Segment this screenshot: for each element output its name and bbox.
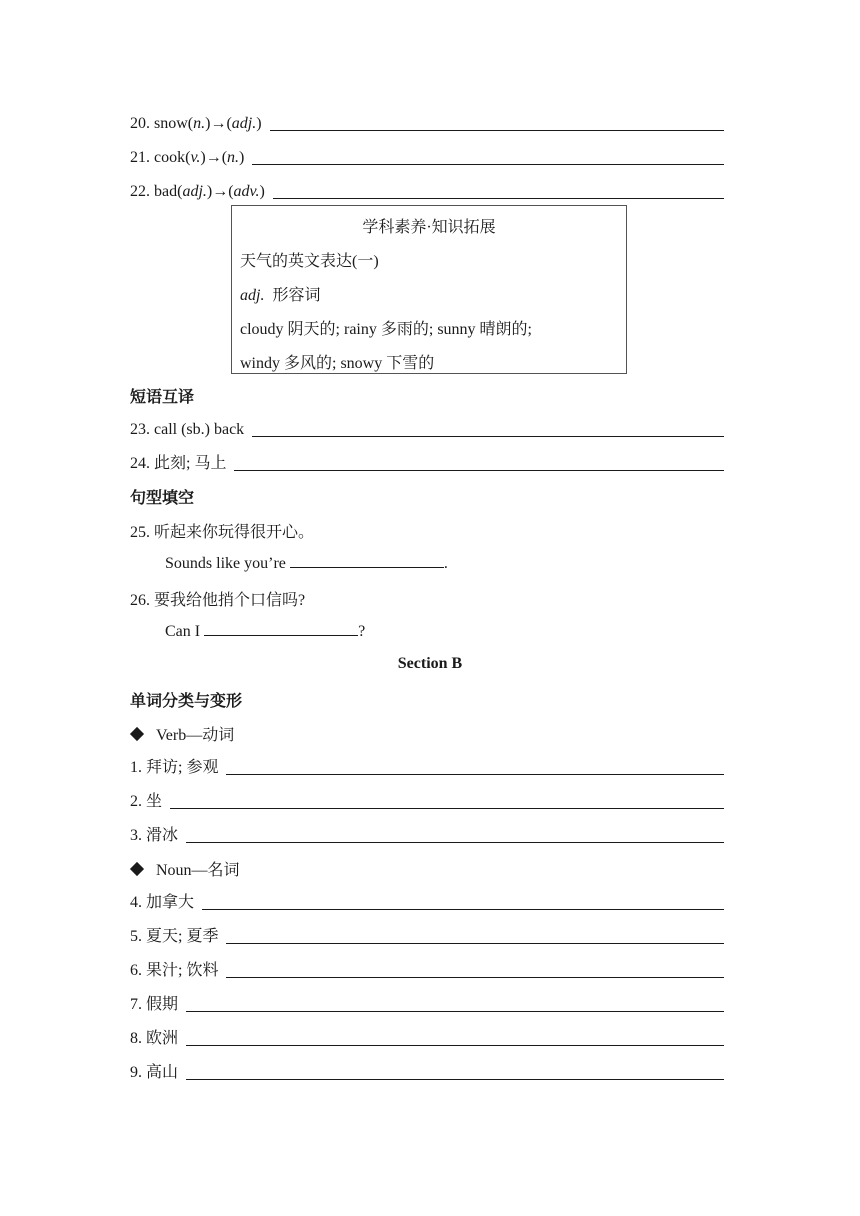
section-b-heading: 单词分类与变形: [130, 691, 243, 710]
phrase-section-heading: 短语互译: [130, 387, 195, 406]
sentence-section-heading: 句型填空: [130, 488, 195, 507]
verb-heading: Verb—动词: [130, 722, 234, 745]
answer-blank[interactable]: [186, 1065, 724, 1080]
verb-item-3: [130, 823, 724, 845]
item-label: 1. 拜访; 参观: [130, 759, 219, 776]
answer-blank[interactable]: [186, 828, 724, 843]
word-form-item-21: [130, 145, 724, 167]
item-label: 9. 高山: [130, 1064, 179, 1081]
item-label: 23. call (sb.) back: [130, 421, 245, 438]
verb-item-2: [130, 789, 724, 811]
item-label: 3. 滑冰: [130, 827, 179, 844]
noun-item-9: [130, 1060, 724, 1082]
phrase-item-24: [130, 451, 724, 473]
answer-blank[interactable]: [270, 116, 724, 131]
section-b-title: Section B: [397, 655, 463, 672]
answer-blank[interactable]: [226, 929, 724, 944]
item-label: 21. cook(v.)→(n.): [130, 149, 245, 166]
item-label: 20. snow(n.)→(adj.): [130, 115, 262, 132]
item-label: 7. 假期: [130, 996, 179, 1013]
box-title: 学科素养·知识拓展: [362, 219, 496, 236]
item-label: 2. 坐: [130, 793, 163, 810]
answer-blank[interactable]: [170, 794, 724, 809]
item-label: 4. 加拿大: [130, 894, 195, 911]
word-form-item-22: [130, 179, 724, 201]
answer-blank[interactable]: [226, 760, 724, 775]
sentence-prompt-26: 26. 要我给他捎个口信吗?: [130, 592, 306, 609]
noun-item-8: [130, 1026, 724, 1048]
phrase-item-23: [130, 417, 724, 439]
item-label: 5. 夏天; 夏季: [130, 928, 219, 945]
answer-blank[interactable]: [290, 553, 444, 568]
knowledge-box: [231, 205, 627, 374]
box-line-2: windy 多风的; snowy 下雪的: [240, 355, 435, 372]
box-subtitle: 天气的英文表达(一): [240, 253, 379, 270]
noun-item-5: [130, 924, 724, 946]
item-label: 24. 此刻; 马上: [130, 455, 227, 472]
answer-blank[interactable]: [186, 997, 724, 1012]
box-pos-line: adj. 形容词: [240, 287, 321, 304]
sentence-prompt-25: 25. 听起来你玩得很开心。: [130, 524, 315, 541]
noun-item-4: [130, 890, 724, 912]
noun-item-6: [130, 958, 724, 980]
answer-blank[interactable]: [204, 621, 358, 636]
diamond-bullet-icon: [130, 862, 144, 876]
noun-heading: Noun—名词: [130, 857, 240, 880]
item-label: 22. bad(adj.)→(adv.): [130, 183, 265, 200]
answer-blank[interactable]: [226, 963, 724, 978]
item-label: 6. 果汁; 饮料: [130, 962, 219, 979]
answer-blank[interactable]: [202, 895, 724, 910]
noun-item-7: [130, 992, 724, 1014]
answer-blank[interactable]: [234, 456, 724, 471]
answer-blank[interactable]: [252, 150, 724, 165]
diamond-bullet-icon: [130, 727, 144, 741]
sentence-answer-25: Sounds like you’re .: [165, 555, 448, 572]
sentence-answer-26: Can I ?: [165, 623, 366, 640]
verb-item-1: [130, 755, 724, 777]
answer-blank[interactable]: [186, 1031, 724, 1046]
answer-blank[interactable]: [252, 422, 724, 437]
answer-blank[interactable]: [273, 184, 724, 199]
word-form-item-20: [130, 111, 724, 133]
box-line-1: cloudy 阴天的; rainy 多雨的; sunny 晴朗的;: [240, 321, 532, 338]
item-label: 8. 欧洲: [130, 1030, 179, 1047]
